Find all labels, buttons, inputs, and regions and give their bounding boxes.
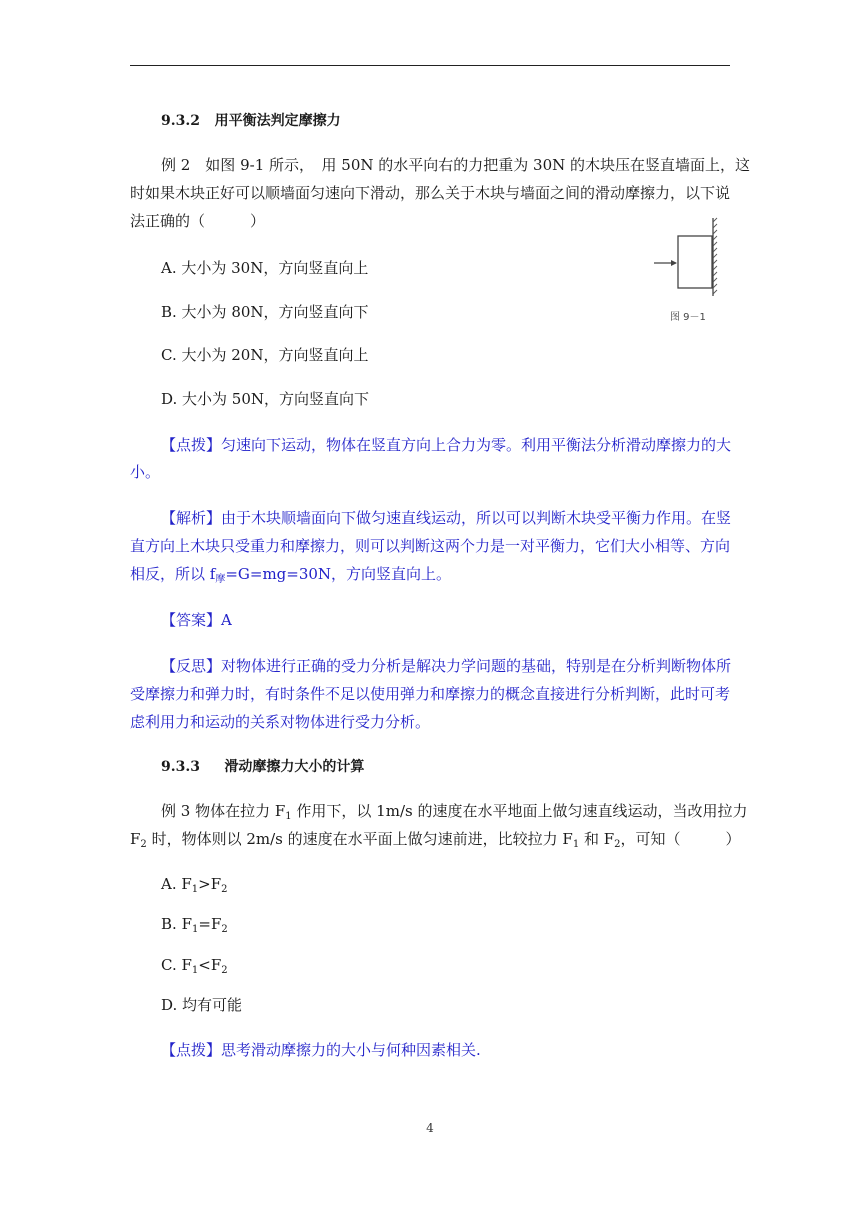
option-d: D. 均有可能	[161, 996, 243, 1014]
option-text: F	[181, 875, 192, 893]
operator: <	[198, 956, 211, 974]
subscript: 1	[191, 965, 199, 976]
subscript: 2	[221, 884, 228, 895]
operator: =	[198, 915, 211, 933]
page-number: 4	[426, 1121, 434, 1135]
example-text: 时，物体则以 2m/s 的速度在水平面上做匀速前进，比较拉力 F	[146, 830, 573, 848]
option-label: C.	[161, 956, 182, 974]
subscript: 2	[140, 839, 147, 850]
option-b: B. 大小为 80N，方向竖直向下	[161, 303, 369, 321]
arrow-head	[671, 260, 677, 266]
example-text: ，可知（ ）	[620, 830, 741, 848]
operator: >	[198, 875, 211, 893]
example-text: 作用下，以 1m/s 的速度在水平地面上做匀速直线运动，当改用拉力	[291, 802, 748, 820]
analysis-text: =G=mg=30N，方向竖直向上。	[225, 565, 452, 583]
hint: 【点拨】思考滑动摩擦力的大小与何种因素相关.	[161, 1041, 481, 1059]
option-c: C. 大小为 20N，方向竖直向上	[161, 346, 369, 364]
reflection-line-3: 虑利用力和运动的关系对物体进行受力分析。	[130, 713, 431, 731]
option-label: B.	[161, 915, 182, 933]
block	[678, 236, 712, 288]
example-text: F	[130, 830, 141, 848]
example-text: 和 F	[579, 830, 615, 848]
analysis-line-1: 【解析】由于木块顺墙面向下做匀速直线运动，所以可以判断木块受平衡力作用。在竖	[161, 509, 732, 527]
subscript: 1	[572, 839, 580, 850]
hint-line-2: 小。	[130, 463, 161, 481]
example-2-line-2: 时如果木块正好可以顺墙面匀速向下滑动，那么关于木块与墙面之间的滑动摩擦力，以下说	[130, 184, 731, 202]
example-3-line-1	[161, 801, 747, 821]
subscript: 1	[191, 924, 199, 935]
answer: 【答案】A	[161, 611, 232, 629]
analysis-text: 相反，所以 f	[130, 565, 216, 583]
option-text: F	[210, 915, 222, 933]
subscript: 2	[614, 839, 621, 850]
section-number: 9.3.2	[161, 113, 200, 129]
analysis-line-3	[130, 564, 451, 584]
example-2-line-1: 例 2 如图 9-1 所示， 用 50N 的水平向右的力把重为 30N 的木块压在竖直墙面上，这	[161, 156, 751, 174]
hint-line-1: 【点拨】匀速向下运动，物体在竖直方向上合力为零。利用平衡法分析滑动摩擦力的大	[161, 436, 732, 454]
example-3-line-2	[130, 829, 741, 849]
subscript: 1	[285, 811, 292, 822]
subscript: 2	[221, 924, 228, 935]
option-text: F	[210, 956, 222, 974]
section-number: 9.3.3	[161, 759, 200, 775]
option-text: F	[181, 915, 192, 933]
figure-9-1	[650, 214, 736, 326]
option-a	[161, 874, 228, 894]
analysis-line-2: 直方向上木块只受重力和摩擦力，则可以判断这两个力是一对平衡力，它们大小相等、方向	[130, 537, 731, 555]
section-heading-9-3-3	[161, 757, 364, 777]
example-text: 例 3 物体在拉力 F	[161, 802, 286, 820]
section-title: 用平衡法判定摩擦力	[214, 113, 341, 129]
option-a: A. 大小为 30N，方向竖直向上	[161, 259, 369, 277]
subscript: 1	[191, 884, 199, 895]
option-d: D. 大小为 50N，方向竖直向下	[161, 390, 370, 408]
subscript: 2	[221, 965, 228, 976]
header-rule	[130, 65, 730, 66]
friction-subscript: 摩	[215, 574, 226, 585]
option-c	[161, 955, 228, 975]
figure-caption: 图 9－1	[670, 312, 706, 323]
option-text: F	[210, 875, 222, 893]
option-b	[161, 914, 228, 934]
block-on-wall-diagram	[650, 214, 736, 326]
option-text: F	[181, 956, 192, 974]
reflection-line-1: 【反思】对物体进行正确的受力分析是解决力学问题的基础，特别是在分析判断物体所	[161, 657, 732, 675]
option-label: A.	[161, 875, 182, 893]
section-heading-9-3-2	[161, 111, 341, 131]
section-title: 滑动摩擦力大小的计算	[224, 759, 365, 775]
reflection-line-2: 受摩擦力和弹力时，有时条件不足以使用弹力和摩擦力的概念直接进行分析判断，此时可考	[130, 685, 731, 703]
example-2-line-3: 法正确的（ ）	[130, 212, 266, 230]
